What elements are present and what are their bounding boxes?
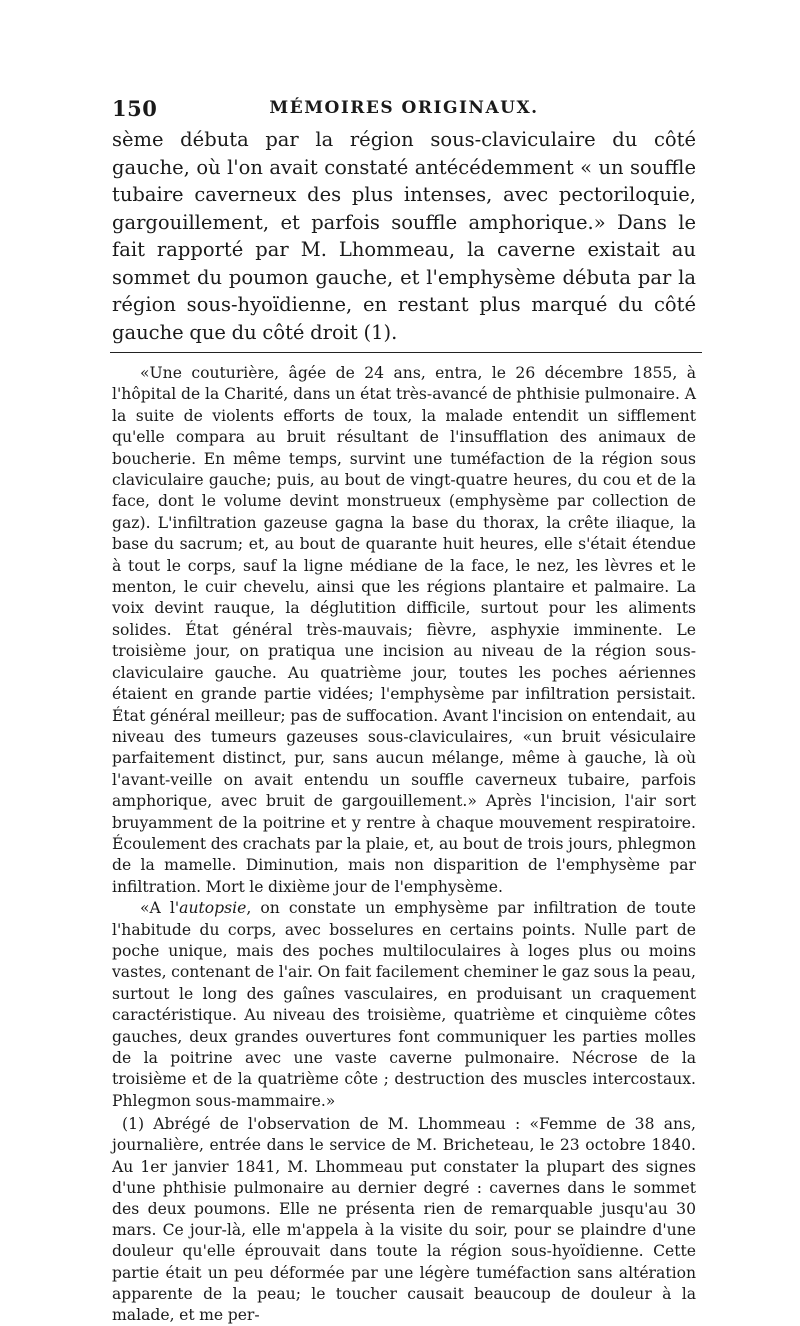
autopsy-text: , on constate un emphysème par infiltration de toute l'habitude du corps, avec bosselures en certains points. Nulle part de poche unique, mais des poches multiloculaires à loges plus ou moins vastes, contenant de l'air. On fait facilement cheminer le gaz sous la peau, surtout le long des gaînes vasculaires, en produisant un craquement caractéristique. Au niveau des troisième, quatrième et cinquième côtes gauches, deux grandes ouvertures font communiquer les parties molles de la poitrine avec une vaste caverne pulmonaire. Nécrose de la troisième et de la quatrième côte ; destruction des muscles intercostaux. Phlegmon sous-mammaire.» bbox=[112, 899, 696, 1110]
running-head bbox=[112, 96, 696, 126]
case-report bbox=[112, 363, 696, 1112]
main-text bbox=[112, 126, 696, 346]
footnote-reference: (1). bbox=[363, 320, 398, 344]
autopsy-prefix: «A l' bbox=[140, 899, 180, 918]
book-page bbox=[112, 96, 696, 1325]
running-title: MÉMOIRES ORIGINAUX. bbox=[269, 98, 539, 118]
case-report-paragraph: «Une couturière, âgée de 24 ans, entra, le 26 décembre 1855, à l'hôpital de la Charité, dans un état très-avancé de phthisie pulmonaire. A la suite de violents efforts de toux, la malade entendit un sifflement qu'elle compara au bruit résultant de l'insufflation des animaux de boucherie. En même temps, survint une tuméfaction de la région sous claviculaire gauche; puis, au bout de vingt-quatre heures, du cou et de la face, dont le volume devint monstrueux (emphysème par collection de gaz). L'infiltration gazeuse gagna la base du thorax, la crête iliaque, la base du sacrum; et, au bout de quarante huit heures, elle s'était étendue à tout le corps, sauf la ligne médiane de la face, le nez, les lèvres et le menton, le cuir chevelu, ainsi que les régions plantaire et palmaire. La voix devint rauque, la déglutition difficile, surtout pour les aliments solides. État général très-mauvais; fièvre, asphyxie imminente. Le troisième jour, on pratiqua une incision au niveau de la région sous-claviculaire gauche. Au quatrième jour, toutes les poches aériennes étaient en grande partie vidées; l'emphysème par infiltration persistait. État général meilleur; pas de suffocation. Avant l'incision on entendait, au niveau des tumeurs gazeuses sous-claviculaires, «un bruit vésiculaire parfaitement distinct, pur, sans aucun mélange, même à gauche, là où l'avant-veille on avait entendu un souffle caverneux tubaire, parfois amphorique, avec bruit de gargouillement.» Après l'incision, l'air sort bruyamment de la poitrine et y rentre à chaque mouvement respiratoire. Écoulement des crachats par la plaie, et, au bout de trois jours, phlegmon de la mamelle. Diminution, mais non disparition de l'emphysème par infiltration. Mort le dixième jour de l'emphysème. bbox=[112, 364, 696, 896]
autopsy-paragraph bbox=[112, 898, 696, 1112]
autopsy-word: autopsie bbox=[179, 899, 247, 918]
section-rule bbox=[110, 352, 702, 353]
page-number: 150 bbox=[112, 96, 158, 121]
footnote bbox=[112, 1114, 696, 1326]
main-paragraph bbox=[112, 126, 696, 346]
footnote-text: (1) Abrégé de l'observation de M. Lhommeau : «Femme de 38 ans, journalière, entrée dans le service de M. Bricheteau, le 23 octobre 1840. Au 1er janvier 1841, M. Lhommeau put constater la plupart des signes d'une phthisie pulmonaire au dernier degré : cavernes dans le sommet des deux poumons. Elle ne présenta rien de remarquable jusqu'au 30 mars. Ce jour-là, elle m'appela à la visite du soir, pour se plaindre d'une douleur qu'elle éprouvait dans toute la région sous-hyoïdienne. Cette partie était un peu déformée par une légère tuméfaction sans altération apparente de la peau; le toucher causait beaucoup de douleur à la malade, et me per- bbox=[112, 1115, 696, 1325]
main-paragraph-text: sème débuta par la région sous-claviculaire du côté gauche, où l'on avait constaté antécédemment « un souffle tubaire caverneux des plus intenses, avec pectoriloquie, gargouillement, et parfois souffle amphorique.» Dans le fait rapporté par M. Lhommeau, la caverne existait au sommet du poumon gauche, et l'emphysème débuta par la région sous-hyoïdienne, en restant plus marqué du côté gauche que du côté droit bbox=[112, 128, 696, 344]
